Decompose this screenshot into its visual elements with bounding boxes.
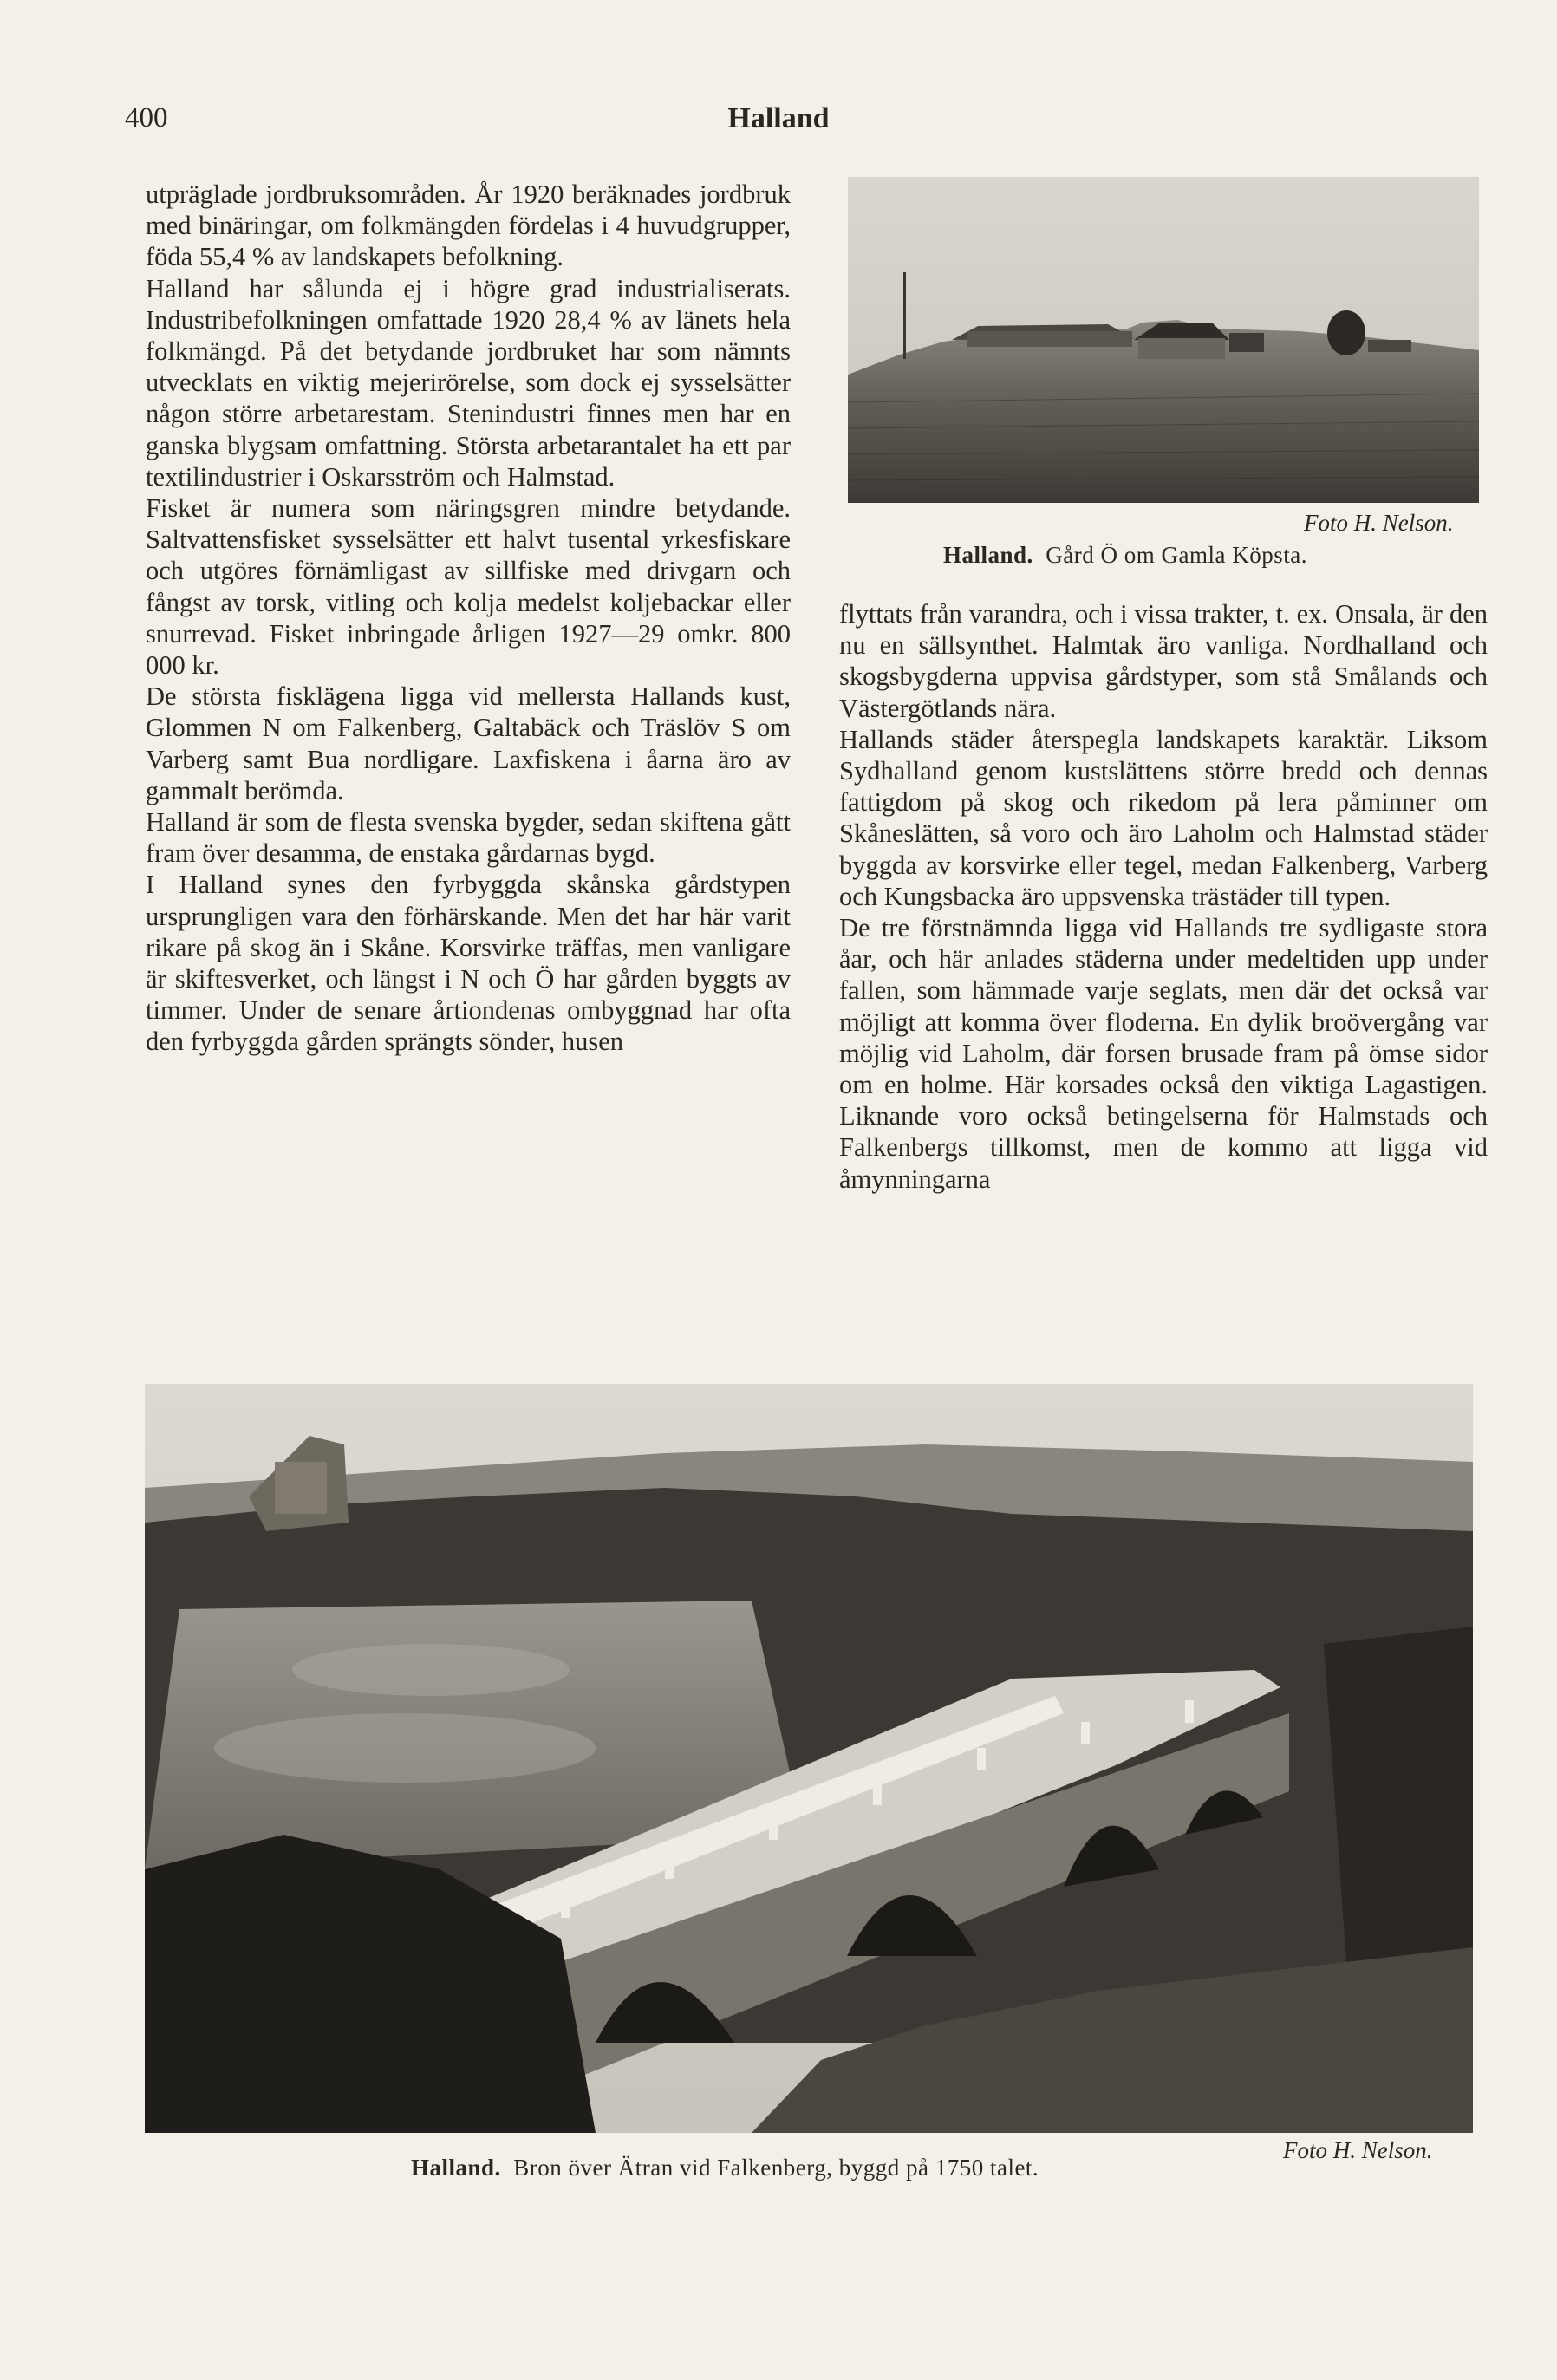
paragraph: Hallands städer återspegla landskapets karaktär. Liksom Sydhalland genom kustslättens större bredd och dennas fattigdom på skog och rikedom på lera påminner om Skåneslätten, så voro och äro Laholm och Halmstad städer byggda av korsvirke eller tegel, medan Falkenberg, Varberg och Kungsbacka äro uppsvenska trästäder till typen. <box>839 724 1488 911</box>
paragraph: Fisket är numera som näringsgren mindre betydande. Saltvattensfisket sysselsätter ett halvt tusental yrkesfiskare och utgöres förnämligast av sillfiske med drivgarn och fångst av torsk, vitling och kolja medelst koljebackar eller snurrevad. Fisket inbringade årligen 1927—29 omkr. 800 000 kr. <box>146 493 791 681</box>
farm-photo <box>848 177 1479 503</box>
paragraph: Halland har sålunda ej i högre grad industrialiserats. Industribefolkningen omfattade 1920 28,4 % av länets hela folkmängd. På det betydande jordbruket har som nämnts utvecklats en viktig mejerirörelse, som dock ej sysselsätter någon större arbetarestam. Stenindustri finnes men har en ganska blygsam omfattning. Största arbetarantalet ha ett par textilindustrier i Oskarsström och Halmstad. <box>146 273 791 492</box>
right-column <box>839 598 1488 1195</box>
photo-credit: Foto H. Nelson. <box>1283 2137 1433 2163</box>
paragraph: Halland är som de flesta svenska bygder, sedan skiftena gått fram över desamma, de enstaka gårdarnas bygd. <box>146 807 791 869</box>
caption-region: Halland. <box>411 2155 501 2181</box>
paragraph: De största fisklägena ligga vid mellersta Hallands kust, Glommen N om Falkenberg, Galtabäck och Träslöv S om Varberg samt Bua nordligare. Laxfiskena i åarna äro av gammalt berömda. <box>146 681 791 805</box>
left-column <box>146 179 791 1058</box>
paragraph: I Halland synes den fyrbyggda skånska gårdstypen ursprungligen vara den förhärskande. Men det har här varit rikare på skog än i Skåne. Korsvirke träffas, men vanligare är skiftesverket, och längst i N och Ö har gården byggts av timmer. Under de senare årtiondenas ombyggnad har ofta den fyrbyggda gården sprängts sönder, husen <box>146 870 791 1057</box>
paragraph: flyttats från varandra, och i vissa trakter, t. ex. Onsala, är den nu en sällsynthet. Halmtak äro vanliga. Nordhalland och skogsbygderna uppvisa gårdstyper, som stå Smålands och Västergötlands nära. <box>839 599 1488 723</box>
photo-credit: Foto H. Nelson. <box>1304 510 1454 536</box>
caption-region: Halland. <box>943 542 1033 568</box>
caption-text: Bron över Ätran vid Falkenberg, byggd på 1750 talet. <box>513 2155 1039 2181</box>
paragraph: utpräglade jordbruksområden. År 1920 beräknades jordbruk med binäringar, om folkmängden fördelas i 4 huvudgrupper, föda 55,4 % av landskapets befolkning. <box>146 179 791 272</box>
bridge-caption <box>411 2155 1039 2181</box>
paragraph: De tre förstnämnda ligga vid Hallands tre sydligaste stora åar, och här anlades städerna under medeltiden upp under fallen, som hämmade varje seglats, men där det också var möjligt att komma över floderna. En dylik broövergång var möjlig vid Laholm, där forsen brusade fram på ömse sidor om en holme. Här korsades också den viktiga Lagastigen. Liknande voro också betingelserna för Halmstads och Falkenbergs tillkomst, men de kommo att ligga vid åmynningarna <box>839 913 1488 1194</box>
bridge-photo <box>145 1384 1473 2133</box>
running-head: Halland <box>727 102 830 134</box>
page-number: 400 <box>125 102 168 134</box>
farm-caption <box>943 542 1307 569</box>
caption-text: Gård Ö om Gamla Köpsta. <box>1046 542 1307 568</box>
